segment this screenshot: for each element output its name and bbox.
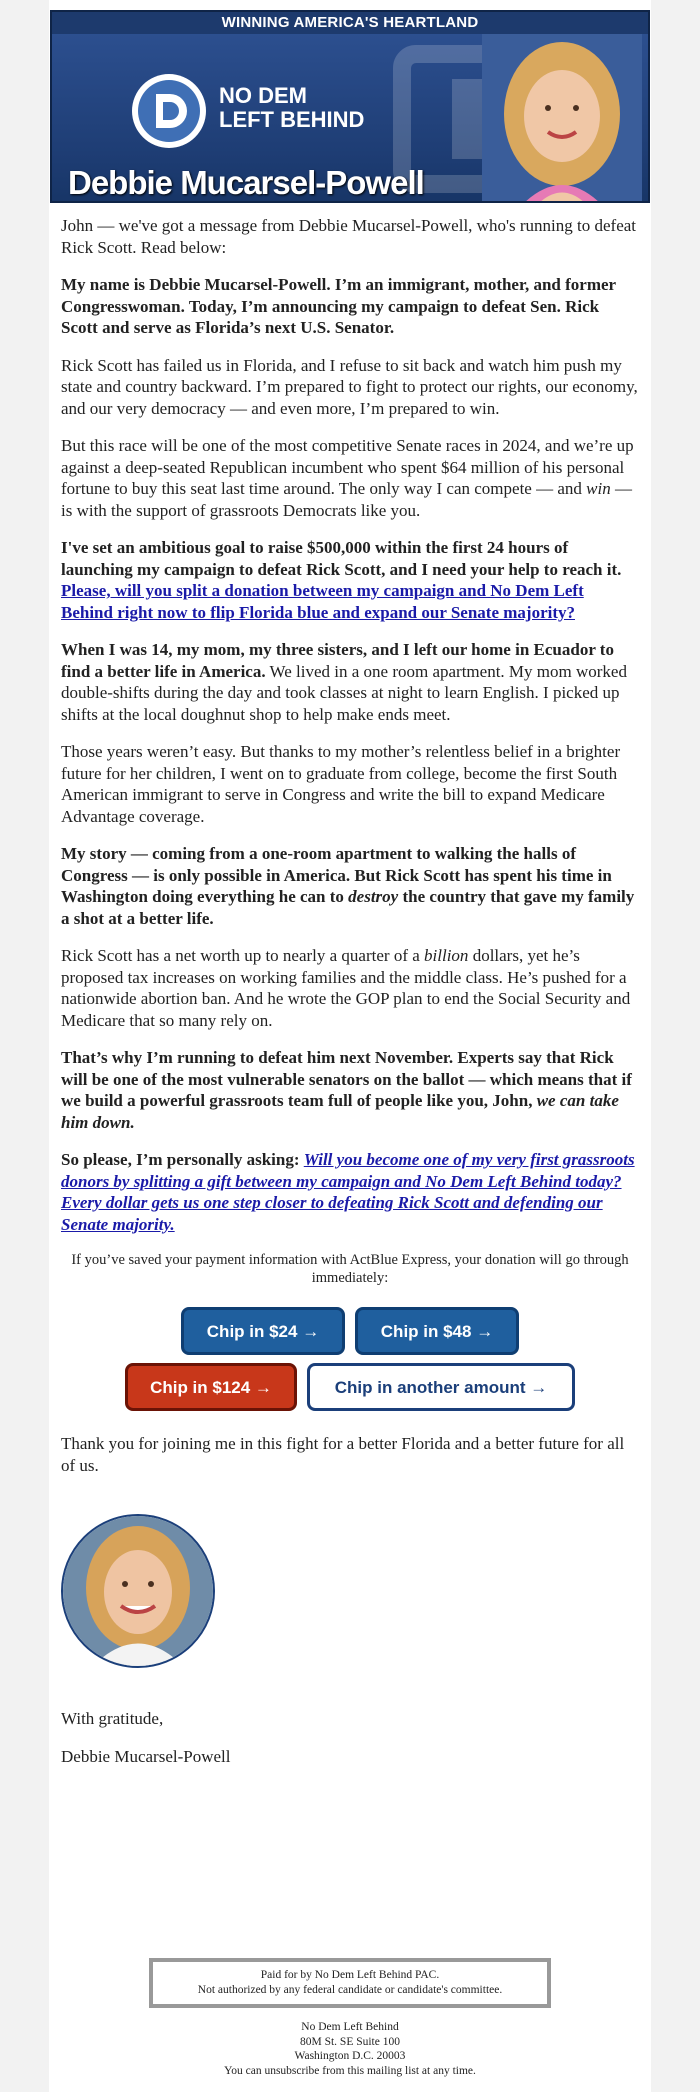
not-authorized-text: Not authorized by any federal candidate or candidate's committee.: [197, 1984, 503, 1996]
signoff: With gratitude,: [61, 1709, 164, 1728]
actblue-note: If you’ve saved your payment information with ActBlue Express, your donation will go through immediately:: [71, 1252, 629, 1286]
email-body: [61, 215, 639, 1783]
chip-in-48-button[interactable]: Chip in $48 →: [355, 1307, 519, 1355]
donate-buttons-row-2: [61, 1363, 639, 1411]
donate-buttons-row-1: [61, 1307, 639, 1355]
paragraph-hard-years: Those years weren’t easy. But thanks to my mother’s relentless belief in a brighter future for her children, I went on to graduate from college, become the first South American immigrant to serve in Congress and write the bill to expand Medicare Advantage coverage.: [61, 742, 621, 826]
donate-link-first-donor[interactable]: Will you become one of my very first grassroots donors by splitting a gift between my campaign and No Dem Left Behind today? Every dollar gets us one step closer to defeating Rick Scott and defending our Senate majority.: [61, 1150, 635, 1234]
footer-org: No Dem Left Behind: [301, 2021, 399, 2033]
intro-paragraph: John — we've got a message from Debbie Mucarsel-Powell, who's running to defeat Rick Scott. Read below:: [61, 216, 637, 257]
chip-in-other-amount-button[interactable]: Chip in another amount →: [307, 1363, 575, 1411]
paragraph-running: That’s why I’m running to defeat him next November. Experts say that Rick will be one of the most vulnerable senators on the ballot — which means that if we build a powerful grassroots team full of people like you, John, we can take him down.: [61, 1048, 632, 1132]
paragraph-competitive-race: But this race will be one of the most competitive Senate races in 2024, and we’re up against a deep-seated Republican incumbent who spent $64 million of his personal fortune to buy this seat last time around. The only way I can compete — and win — is with the support of grassroots Democrats like you.: [61, 436, 634, 520]
banner-candidate-name: Debbie Mucarsel-Powell: [68, 164, 424, 201]
banner-image: [52, 34, 648, 203]
banner-tagline: WINNING AMERICA'S HEARTLAND: [221, 14, 479, 31]
donate-link-split[interactable]: Please, will you split a donation between my campaign and No Dem Left Behind right now to flip Florida blue and expand our Senate majority?: [61, 581, 584, 622]
closing-paragraph: Thank you for joining me in this fight for a better Florida and a better future for all of us.: [61, 1434, 625, 1475]
paragraph-failed-florida: Rick Scott has failed us in Florida, and I refuse to sit back and watch him push my state and country backward. I’m prepared to fight to protect our rights, our economy, and our very democracy — and even more, I’m prepared to win.: [61, 355, 638, 418]
logo-circle: [132, 74, 206, 148]
chip-in-24-button[interactable]: Chip in $24 →: [181, 1307, 345, 1355]
unsubscribe-text[interactable]: You can unsubscribe from this mailing list at any time.: [224, 2064, 476, 2077]
paragraph-goal: I've set an ambitious goal to raise $500,000 within the first 24 hours of launching my campaign to defeat Rick Scott, and I need your help to reach it. Please, will you split a donation between my campaign and No Dem Left Behind right now to flip Florida blue and expand our Senate majority?: [61, 538, 622, 622]
footer-city: Washington D.C. 20003: [294, 2050, 406, 2062]
candidate-avatar: [61, 1514, 215, 1668]
footer-address: [49, 2020, 651, 2078]
logo-text: [219, 84, 364, 132]
paragraph-net-worth: Rick Scott has a net worth up to nearly a quarter of a billion dollars, yet he’s proposed tax increases on working families and the middle class. He’s pushed for a nationwide abortion ban. And he wrote the GOP plan to end the Social Security and Medicare that so many rely on.: [61, 946, 631, 1030]
footer-street: 80M St. SE Suite 100: [299, 2035, 400, 2048]
candidate-portrait: [482, 34, 642, 203]
header-banner: [50, 10, 650, 203]
paid-for-text: Paid for by No Dem Left Behind PAC.: [260, 1969, 440, 1981]
announcement-paragraph: My name is Debbie Mucarsel-Powell. I’m an immigrant, mother, and former Congresswoman. Today, I’m announcing my campaign to defeat Sen. Rick Scott and serve as Florida’s next U.S. Senator.: [61, 275, 616, 337]
email-page: [49, 0, 651, 2092]
logo-line-2: LEFT BEHIND: [219, 107, 365, 132]
signature: Debbie Mucarsel-Powell: [61, 1746, 231, 1766]
chip-in-124-button[interactable]: Chip in $124 →: [125, 1363, 297, 1411]
disclaimer-box: [149, 1958, 551, 2008]
paragraph-my-story: My story — coming from a one-room apartment to walking the halls of Congress — is only possible in America. But Rick Scott has spent his time in Washington doing everything he can to destroy the country that gave my family a shot at a better life.: [61, 844, 635, 928]
paragraph-ecuador: When I was 14, my mom, my three sisters, and I left our home in Ecuador to find a better life in America. We lived in a one room apartment. My mom worked double-shifts during the day and took classes at night to learn English. I picked up shifts at the local doughnut shop to help make ends meet.: [61, 640, 627, 724]
d-logo-icon: [138, 80, 200, 142]
logo-line-1: NO DEM: [219, 83, 307, 108]
paragraph-asking: So please, I’m personally asking: Will you become one of my very first grassroots donors by splitting a gift between my campaign and No Dem Left Behind today? Every dollar gets us one step closer to defeating Rick Scott and defending our Senate majority.: [61, 1150, 635, 1234]
